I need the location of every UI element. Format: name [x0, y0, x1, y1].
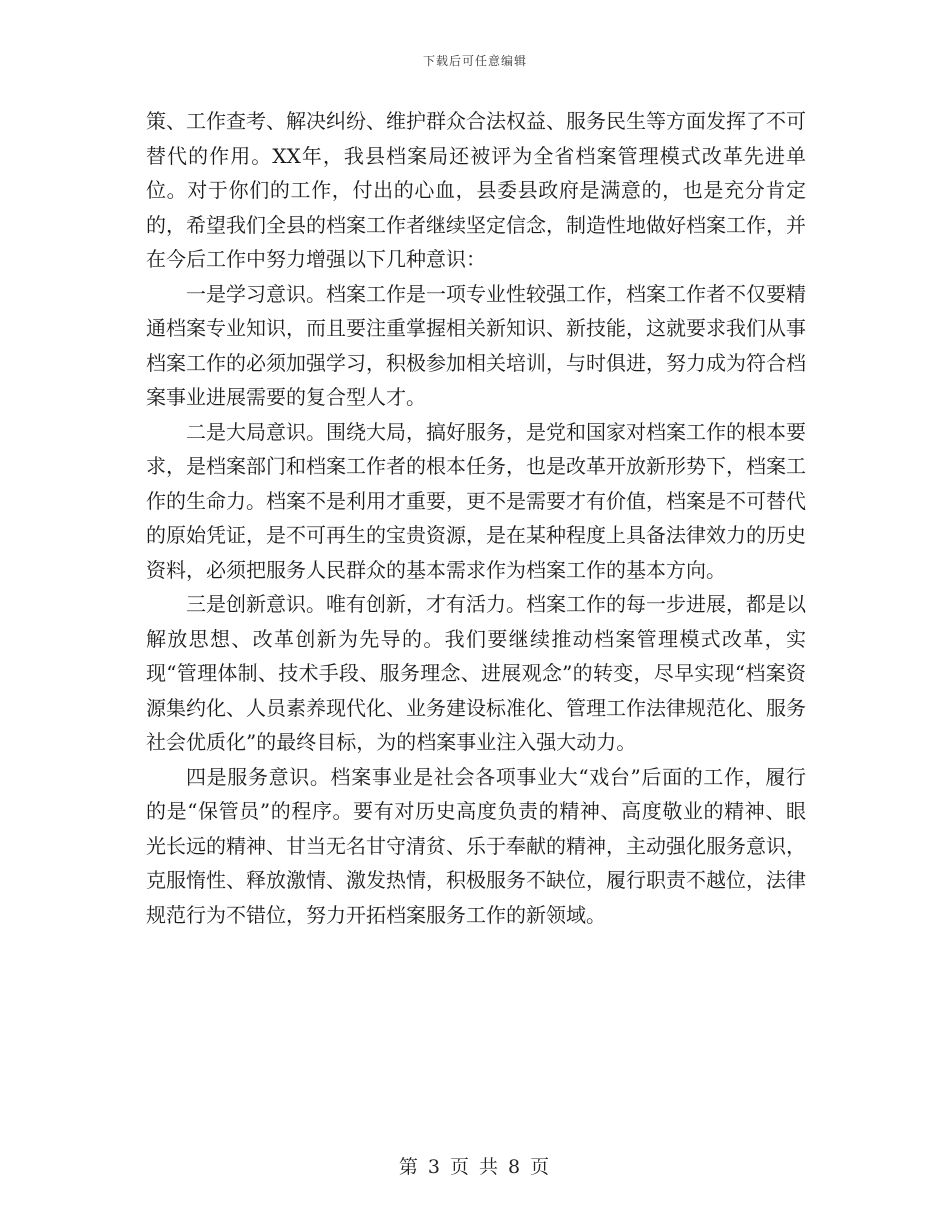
paragraph-continuation: 策、工作查考、解决纠纷、维护群众合法权益、服务民生等方面发挥了不可替代的作用。XX年，我县档案局还被评为全省档案管理模式改革先进单位。对于你们的工作，付出的心血，县委县政府是满意的，也是充分肯定的，希望我们全县的档案工作者继续坚定信念，制造性地做好档案工作，并在今后工作中努力增强以下几种意识： — [146, 109, 806, 271]
paragraph-innovation-awareness: 三是创新意识。唯有创新，才有活力。档案工作的每一步进展，都是以解放思想、改革创新为先导的。我们要继续推动档案管理模式改革，实现“管理体制、技术手段、服务理念、进展观念”的转变，尽早实现“档案资源集约化、人员素养现代化、业务建设标准化、管理工作法律规范化、服务社会优质化”的最终目标，为的档案事业注入强大动力。 — [146, 592, 806, 754]
page-number: 第 3 页 共 8 页 — [398, 1156, 552, 1178]
page-header: 下载后可任意编辑 — [422, 54, 527, 68]
paragraph-service-awareness: 四是服务意识。档案事业是社会各项事业大“戏台”后面的工作，履行的是“保管员”的程序。要有对历史高度负责的精神、高度敬业的精神、眼光长远的精神、甘当无名甘守清贫、乐于奉献的精神，主动强化服务意识，克服惰性、释放激情、激发热情，积极服务不缺位，履行职责不越位，法律规范行为不错位，努力开拓档案服务工作的新领域。 — [146, 764, 806, 927]
paragraph-learning-awareness: 一是学习意识。档案工作是一项专业性较强工作，档案工作者不仅要精通档案专业知识，而且要注重掌握相关新知识、新技能，这就要求我们从事档案工作的必须加强学习，积极参加相关培训，与时俱进，努力成为符合档案事业进展需要的复合型人才。 — [146, 281, 806, 409]
document-body — [146, 104, 806, 932]
paragraph-overall-awareness: 二是大局意识。围绕大局，搞好服务，是党和国家对档案工作的根本要求，是档案部门和档案工作者的根本任务，也是改革开放新形势下，档案工作的生命力。档案不是利用才重要，更不是需要才有价值，档案是不可替代的原始凭证，是不可再生的宝贵资源，是在某种程度上具备法律效力的历史资料，必须把服务人民群众的基本需求作为档案工作的基本方向。 — [146, 419, 806, 582]
